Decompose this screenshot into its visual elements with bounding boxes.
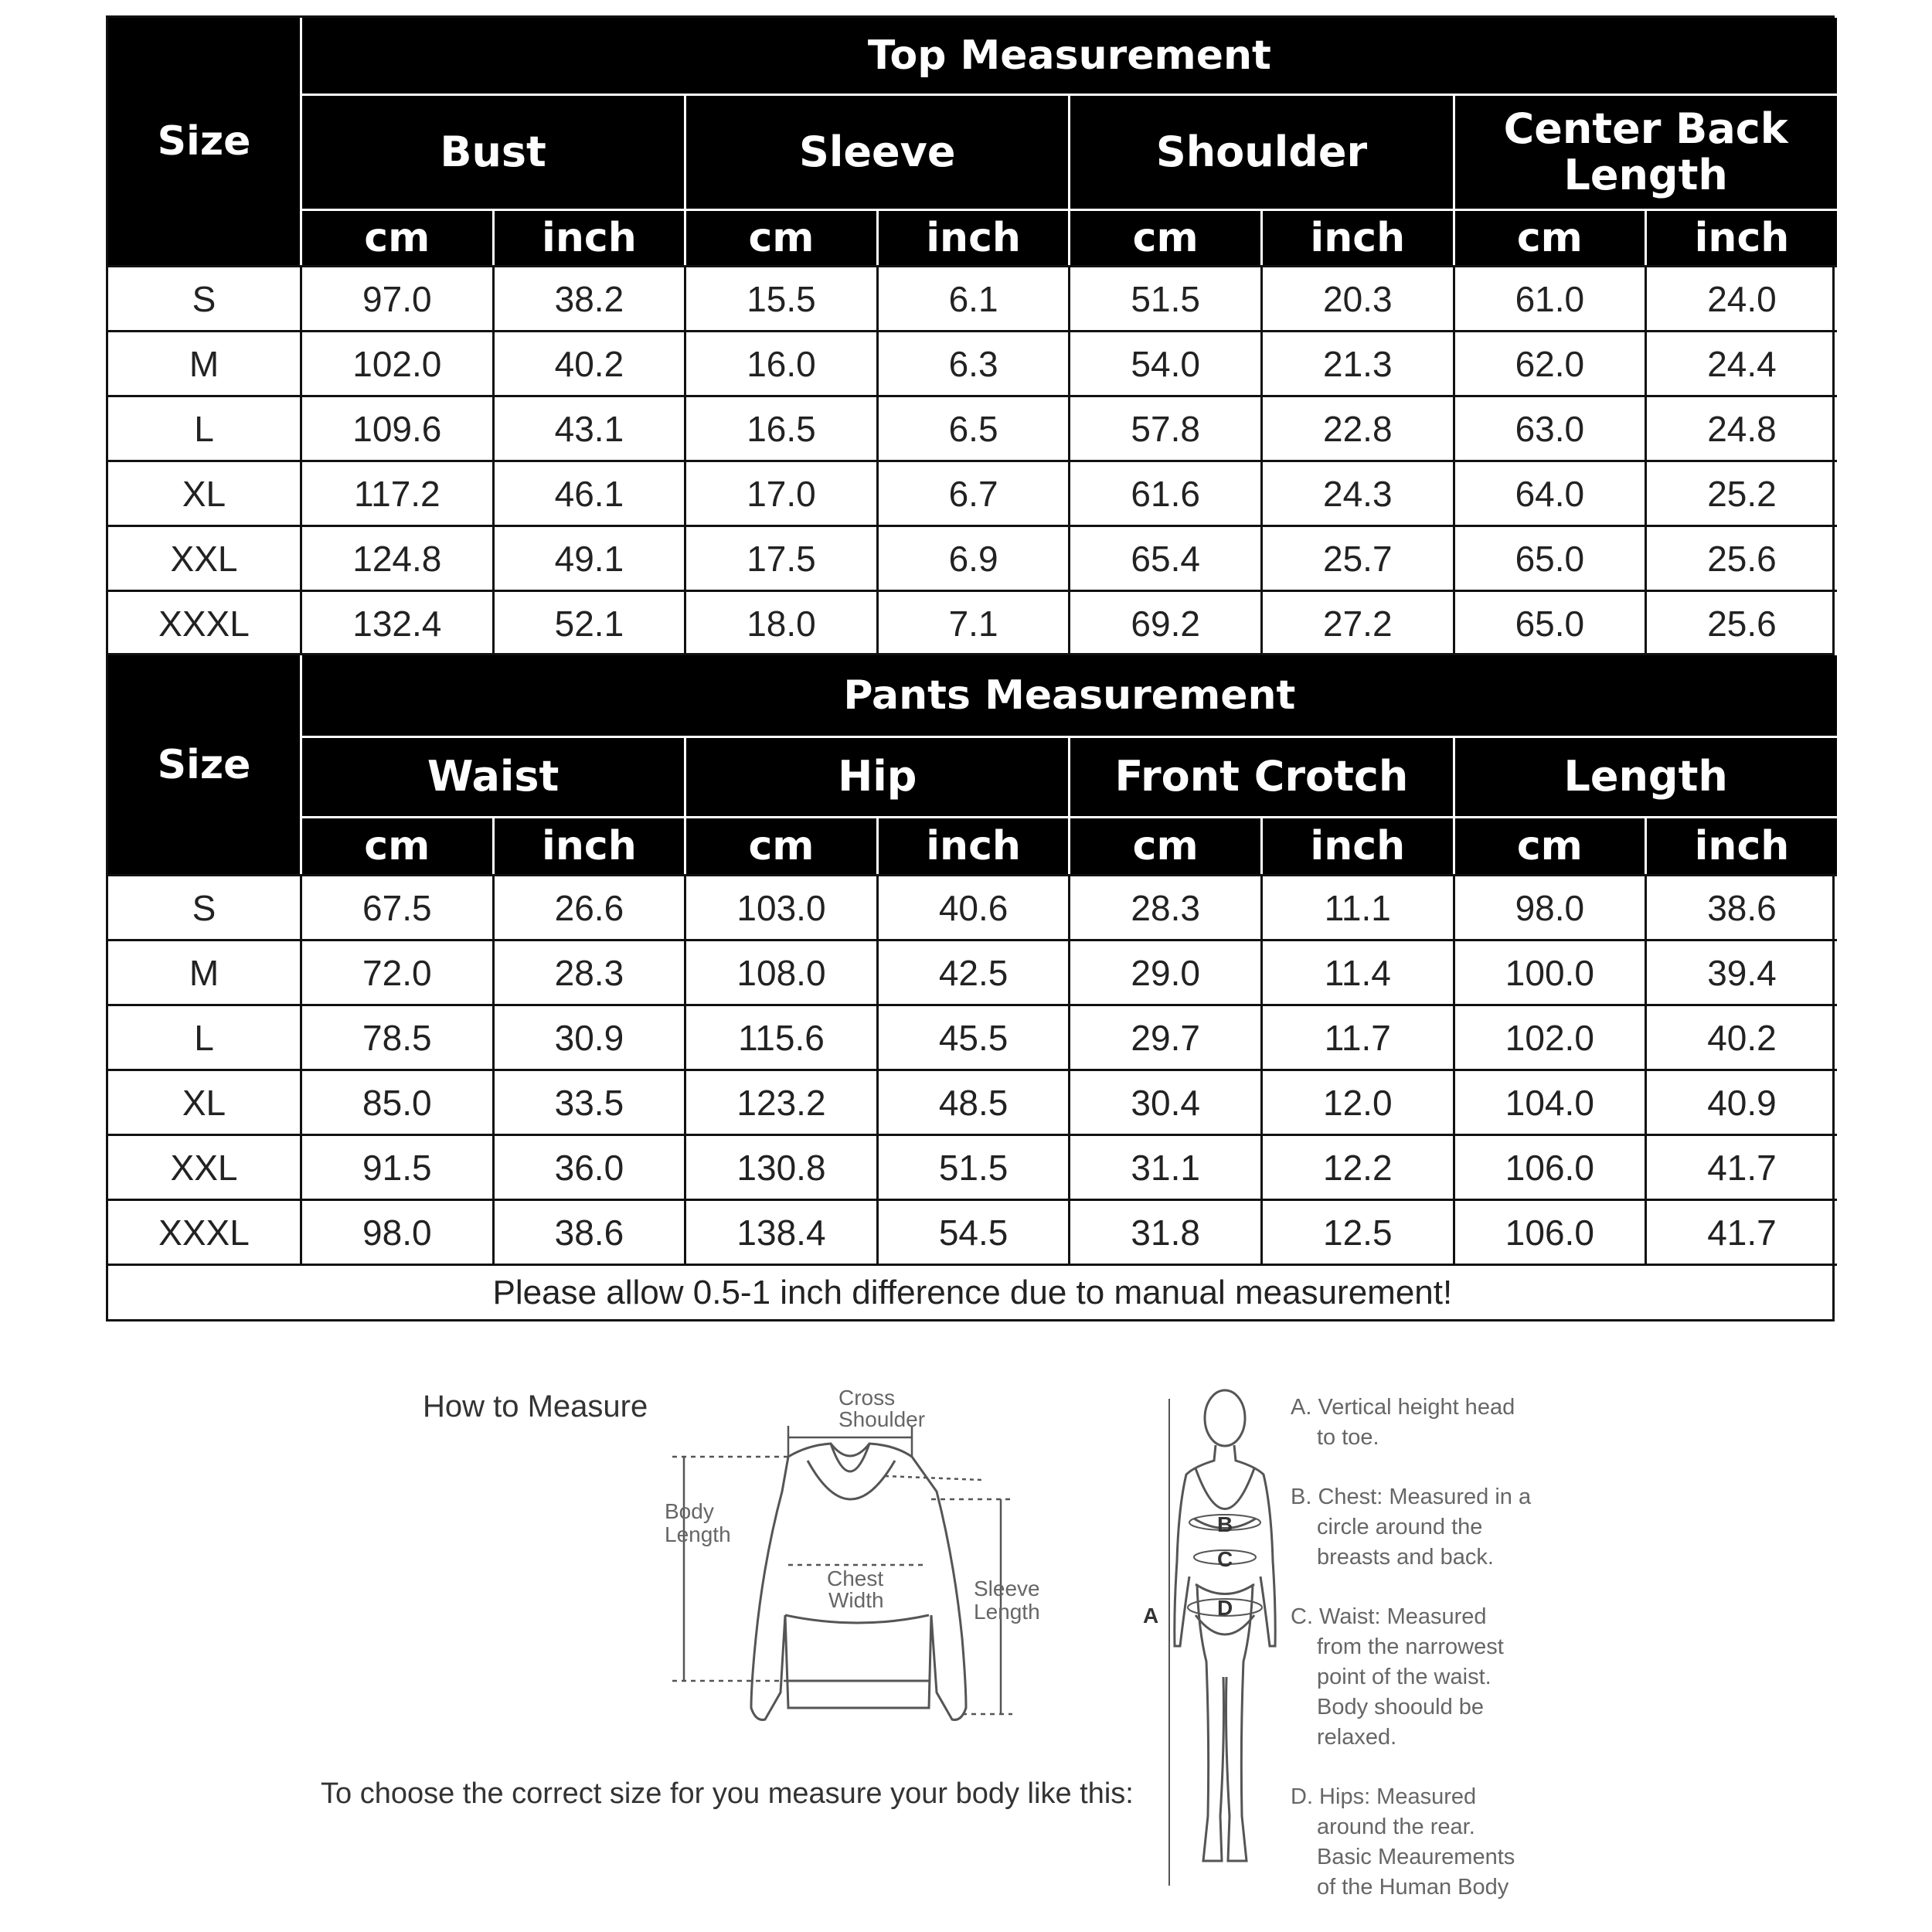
table-cell: 21.3 [1260,330,1453,395]
table-cell: 100.0 [1453,939,1645,1004]
table-cell: 64.0 [1453,460,1645,525]
table-cell: 104.0 [1453,1069,1645,1134]
legend-line: of the Human Body [1317,1875,1509,1900]
cross-label-1: Cross [838,1386,896,1410]
table-cell: 33.5 [492,1069,685,1134]
table-cell: 65.0 [1453,590,1645,655]
table-cell: 40.2 [1645,1004,1837,1069]
label-c: C [1217,1547,1233,1571]
legend-line: D. Hips: Measured [1291,1784,1477,1809]
table-cell: 130.8 [684,1134,876,1199]
table-cell: 24.8 [1645,395,1837,460]
table-cell: 123.2 [684,1069,876,1134]
table-cell: 62.0 [1453,330,1645,395]
body-length-label-1: Body [665,1499,714,1523]
how-to-measure-title: How to Measure [423,1389,648,1423]
table-cell: 29.7 [1068,1004,1260,1069]
legend-line: A. Vertical height head [1291,1395,1515,1420]
table-cell: 40.6 [876,874,1069,939]
group-header-length: Length [1453,738,1837,818]
unit-header-cm: cm [300,818,492,874]
table-cell: 31.1 [1068,1134,1260,1199]
legend-line: C. Waist: Measured [1291,1604,1487,1629]
table-cell: 28.3 [492,939,685,1004]
group-header-hip: Hip [684,738,1068,818]
table-cell: 16.0 [684,330,876,395]
legend-line: circle around the [1317,1515,1483,1539]
unit-header-cm: cm [1068,211,1260,265]
table-cell: 49.1 [492,525,685,590]
unit-header-inch: inch [492,211,685,265]
table-cell: 16.5 [684,395,876,460]
table-cell: XXXL [108,1199,300,1264]
legend-line: Basic Meaurements [1317,1845,1515,1869]
unit-header-inch: inch [876,211,1069,265]
group-header-sleeve: Sleeve [684,96,1068,211]
table-cell: 51.5 [876,1134,1069,1199]
table-cell: 98.0 [300,1199,492,1264]
table-cell: 103.0 [684,874,876,939]
table-cell: 46.1 [492,460,685,525]
table-cell: 25.2 [1645,460,1837,525]
table-cell: XL [108,1069,300,1134]
table-cell: 132.4 [300,590,492,655]
table-cell: 12.2 [1260,1134,1453,1199]
unit-header-cm: cm [300,211,492,265]
unit-header-cm: cm [684,211,876,265]
table-cell: 61.6 [1068,460,1260,525]
table-cell: 11.7 [1260,1004,1453,1069]
table-cell: 6.5 [876,395,1069,460]
table-cell: 22.8 [1260,395,1453,460]
table-cell: 72.0 [300,939,492,1004]
table-cell: 11.1 [1260,874,1453,939]
table-cell: 69.2 [1068,590,1260,655]
table-cell: 27.2 [1260,590,1453,655]
table-cell: 6.9 [876,525,1069,590]
table-cell: 108.0 [684,939,876,1004]
table-cell: 15.5 [684,265,876,330]
table-cell: 57.8 [1068,395,1260,460]
unit-header-cm: cm [684,818,876,874]
chest-width-label-1: Chest [827,1566,884,1590]
table-cell: M [108,330,300,395]
table-cell: 138.4 [684,1199,876,1264]
size-header: Size [108,18,300,265]
table-cell: 24.3 [1260,460,1453,525]
legend-c [1291,1602,1531,1753]
table-cell: 20.3 [1260,265,1453,330]
table-cell: 24.4 [1645,330,1837,395]
table-cell: 102.0 [1453,1004,1645,1069]
table-cell: 48.5 [876,1069,1069,1134]
table-cell: 40.2 [492,330,685,395]
table-cell: 38.6 [492,1199,685,1264]
unit-header-inch: inch [1260,818,1453,874]
group-header-waist: Waist [300,738,684,818]
table-cell: 29.0 [1068,939,1260,1004]
unit-header-inch: inch [492,818,685,874]
legend-line: Body shoould be [1317,1695,1485,1719]
label-b: B [1217,1512,1233,1536]
table-cell: 52.1 [492,590,685,655]
table-cell: XXL [108,1134,300,1199]
label-a: A [1143,1604,1159,1628]
table-cell: L [108,1004,300,1069]
table-cell: 51.5 [1068,265,1260,330]
table-cell: 45.5 [876,1004,1069,1069]
size-header: Size [108,655,300,874]
table-cell: 7.1 [876,590,1069,655]
table-cell: M [108,939,300,1004]
table-cell: 65.0 [1453,525,1645,590]
table-cell: 61.0 [1453,265,1645,330]
table-cell: 115.6 [684,1004,876,1069]
table-cell: S [108,265,300,330]
unit-header-inch: inch [876,818,1069,874]
body-figure-diagram [1132,1383,1302,1909]
table-cell: 106.0 [1453,1199,1645,1264]
table-cell: 25.6 [1645,590,1837,655]
group-header-bust: Bust [300,96,684,211]
table-cell: 11.4 [1260,939,1453,1004]
unit-header-cm: cm [1068,818,1260,874]
table-cell: 17.5 [684,525,876,590]
table-cell: 54.5 [876,1199,1069,1264]
table-cell: XXL [108,525,300,590]
table-cell: 6.7 [876,460,1069,525]
label-d: D [1217,1596,1233,1620]
table-cell: 30.9 [492,1004,685,1069]
group-header-center-back-length: Center Back Length [1453,96,1837,211]
table-cell: 31.8 [1068,1199,1260,1264]
table-cell: 43.1 [492,395,685,460]
chest-width-label-2: Width [828,1588,884,1612]
body-length-label-2: Length [665,1522,731,1546]
top-measurement-table [106,15,1835,657]
table-cell: 18.0 [684,590,876,655]
table-cell: 38.2 [492,265,685,330]
table-cell: 109.6 [300,395,492,460]
unit-header-cm: cm [1453,818,1645,874]
group-header-shoulder: Shoulder [1068,96,1452,211]
table-cell: 24.0 [1645,265,1837,330]
table-cell: 63.0 [1453,395,1645,460]
unit-header-inch: inch [1260,211,1453,265]
table-cell: 91.5 [300,1134,492,1199]
legend-line: point of the waist. [1317,1665,1492,1689]
table-cell: 54.0 [1068,330,1260,395]
sleeve-length-label-2: Length [974,1600,1040,1624]
measurement-legend [1291,1393,1531,1932]
table-cell: 117.2 [300,460,492,525]
table-cell: 6.3 [876,330,1069,395]
table-cell: 41.7 [1645,1134,1837,1199]
cross-label-2: Shoulder [838,1407,926,1431]
legend-line: relaxed. [1317,1725,1397,1750]
table-cell: 25.7 [1260,525,1453,590]
legend-a [1291,1393,1531,1453]
table-cell: 42.5 [876,939,1069,1004]
table-cell: 38.6 [1645,874,1837,939]
table-title: Pants Measurement [300,655,1837,738]
table-cell: 78.5 [300,1004,492,1069]
table-cell: 41.7 [1645,1199,1837,1264]
table-title: Top Measurement [300,18,1837,96]
sleeve-length-label-1: Sleeve [974,1577,1040,1600]
table-cell: 102.0 [300,330,492,395]
table-cell: 6.1 [876,265,1069,330]
table-cell: 97.0 [300,265,492,330]
unit-header-inch: inch [1645,211,1837,265]
table-cell: 12.5 [1260,1199,1453,1264]
measure-instruction: To choose the correct size for you measure your body like this: [321,1777,1134,1810]
table-cell: 85.0 [300,1069,492,1134]
table-cell: 17.0 [684,460,876,525]
legend-b [1291,1482,1531,1573]
table-cell: 40.9 [1645,1069,1837,1134]
legend-d [1291,1782,1531,1903]
table-cell: 106.0 [1453,1134,1645,1199]
measurement-note: Please allow 0.5-1 inch difference due to manual measurement! [108,1264,1837,1319]
group-header-front-crotch: Front Crotch [1068,738,1452,818]
legend-line: breasts and back. [1317,1545,1494,1570]
unit-header-inch: inch [1645,818,1837,874]
legend-line: to toe. [1317,1425,1379,1450]
table-cell: 36.0 [492,1134,685,1199]
table-cell: XL [108,460,300,525]
table-cell: L [108,395,300,460]
unit-header-cm: cm [1453,211,1645,265]
table-cell: 26.6 [492,874,685,939]
table-cell: 12.0 [1260,1069,1453,1134]
table-cell: 65.4 [1068,525,1260,590]
table-cell: 28.3 [1068,874,1260,939]
table-cell: 25.6 [1645,525,1837,590]
table-cell: XXXL [108,590,300,655]
table-cell: S [108,874,300,939]
table-cell: 124.8 [300,525,492,590]
table-cell: 67.5 [300,874,492,939]
legend-line: from the narrowest [1317,1634,1504,1659]
legend-line: B. Chest: Measured in a [1291,1485,1532,1509]
table-cell: 30.4 [1068,1069,1260,1134]
table-cell: 39.4 [1645,939,1837,1004]
legend-line: around the rear. [1317,1815,1475,1839]
table-cell: 98.0 [1453,874,1645,939]
pants-measurement-table [106,653,1835,1321]
shirt-diagram [649,1383,1066,1747]
